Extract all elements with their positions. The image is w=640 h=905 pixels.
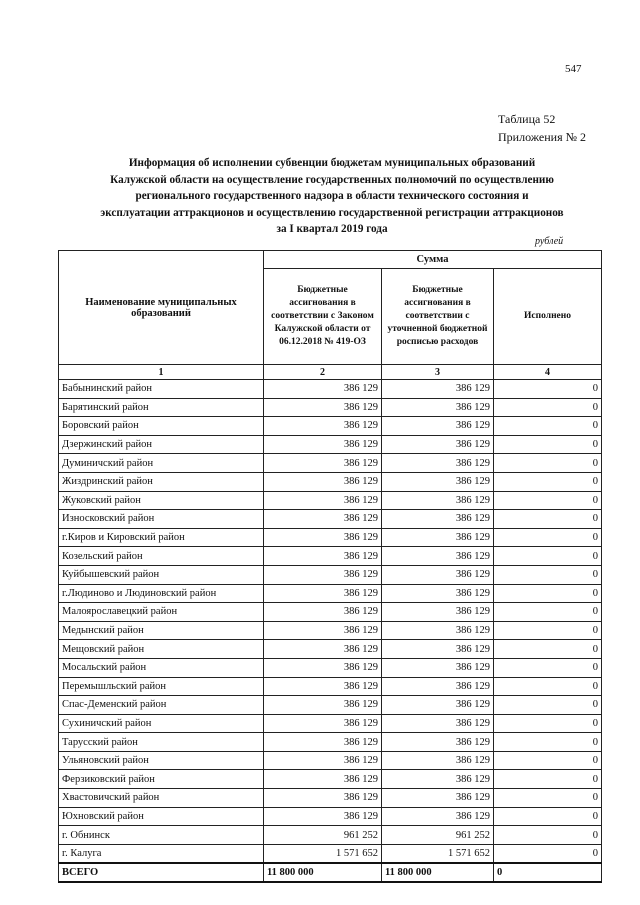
municipality-name: г.Киров и Кировский район xyxy=(59,528,264,547)
table-row xyxy=(59,696,602,715)
planned-allocation-cell: 386 129 xyxy=(382,547,494,566)
table-row xyxy=(59,714,602,733)
planned-allocation-cell: 386 129 xyxy=(382,789,494,808)
municipality-name: Мосальский район xyxy=(59,658,264,677)
executed-cell: 0 xyxy=(494,528,602,547)
total-executed: 0 xyxy=(494,863,602,882)
law-allocation-cell: 386 129 xyxy=(264,751,382,770)
law-allocation-cell: 386 129 xyxy=(264,584,382,603)
law-allocation-cell: 386 129 xyxy=(264,417,382,436)
total-label: ВСЕГО xyxy=(59,863,264,882)
executed-cell: 0 xyxy=(494,677,602,696)
municipality-name: Куйбышевский район xyxy=(59,565,264,584)
table-row xyxy=(59,417,602,436)
header-col-number: 1 xyxy=(59,365,264,380)
planned-allocation-cell: 386 129 xyxy=(382,380,494,399)
executed-cell: 0 xyxy=(494,770,602,789)
table-row xyxy=(59,658,602,677)
planned-allocation-cell: 386 129 xyxy=(382,658,494,677)
table-row xyxy=(59,491,602,510)
table-row xyxy=(59,733,602,752)
planned-allocation-cell: 961 252 xyxy=(382,826,494,845)
table-row xyxy=(59,435,602,454)
law-allocation-cell: 386 129 xyxy=(264,640,382,659)
page-number: 547 xyxy=(565,63,582,75)
table-row xyxy=(59,640,602,659)
executed-cell: 0 xyxy=(494,380,602,399)
title-line: Калужской области на осуществление государственных полномочий по осуществлению xyxy=(110,173,554,186)
planned-allocation-cell: 386 129 xyxy=(382,472,494,491)
planned-allocation-cell: 386 129 xyxy=(382,454,494,473)
table-row xyxy=(59,454,602,473)
executed-cell: 0 xyxy=(494,417,602,436)
executed-cell: 0 xyxy=(494,454,602,473)
executed-cell: 0 xyxy=(494,696,602,715)
municipality-name: Юхновский район xyxy=(59,807,264,826)
executed-cell: 0 xyxy=(494,584,602,603)
law-allocation-cell: 386 129 xyxy=(264,770,382,789)
planned-allocation-cell: 386 129 xyxy=(382,491,494,510)
header-col-number: 2 xyxy=(264,365,382,380)
law-allocation-cell: 386 129 xyxy=(264,565,382,584)
planned-allocation-cell: 386 129 xyxy=(382,510,494,529)
table-reference xyxy=(498,110,586,146)
law-allocation-cell: 386 129 xyxy=(264,491,382,510)
executed-cell: 0 xyxy=(494,491,602,510)
table-row xyxy=(59,603,602,622)
law-allocation-cell: 386 129 xyxy=(264,398,382,417)
table-row xyxy=(59,770,602,789)
planned-allocation-cell: 1 571 652 xyxy=(382,844,494,863)
municipality-name: Хвастовичский район xyxy=(59,789,264,808)
law-allocation-cell: 386 129 xyxy=(264,658,382,677)
table-row xyxy=(59,677,602,696)
municipality-name: Жиздринский район xyxy=(59,472,264,491)
executed-cell: 0 xyxy=(494,826,602,845)
executed-cell: 0 xyxy=(494,658,602,677)
law-allocation-cell: 386 129 xyxy=(264,454,382,473)
municipality-name: Думиничский район xyxy=(59,454,264,473)
table-body xyxy=(59,380,602,863)
planned-allocation-cell: 386 129 xyxy=(382,696,494,715)
planned-allocation-cell: 386 129 xyxy=(382,528,494,547)
planned-allocation-cell: 386 129 xyxy=(382,435,494,454)
municipality-name: Барятинский район xyxy=(59,398,264,417)
planned-allocation-cell: 386 129 xyxy=(382,677,494,696)
header-municipality: Наименование муниципальных образований xyxy=(59,251,264,365)
table-label: Таблица 52 xyxy=(498,112,556,126)
planned-allocation-cell: 386 129 xyxy=(382,807,494,826)
table-row xyxy=(59,380,602,399)
table-row xyxy=(59,621,602,640)
law-allocation-cell: 386 129 xyxy=(264,807,382,826)
municipality-name: Жуковский район xyxy=(59,491,264,510)
header-sum-group: Сумма xyxy=(264,251,602,269)
header-col-number: 3 xyxy=(382,365,494,380)
executed-cell: 0 xyxy=(494,435,602,454)
planned-allocation-cell: 386 129 xyxy=(382,714,494,733)
table-row xyxy=(59,510,602,529)
municipality-name: Износковский район xyxy=(59,510,264,529)
planned-allocation-cell: 386 129 xyxy=(382,398,494,417)
table-row xyxy=(59,789,602,808)
header-executed: Исполнено xyxy=(494,269,602,365)
title-line: эксплуатации аттракционов и осуществлению государственной регистрации аттракционов xyxy=(100,206,564,219)
law-allocation-cell: 386 129 xyxy=(264,510,382,529)
executed-cell: 0 xyxy=(494,398,602,417)
units-label: рублей xyxy=(535,236,564,247)
table-row xyxy=(59,565,602,584)
appendix-label: Приложения № 2 xyxy=(498,130,587,144)
executed-cell: 0 xyxy=(494,640,602,659)
executed-cell: 0 xyxy=(494,472,602,491)
law-allocation-cell: 386 129 xyxy=(264,603,382,622)
total-law: 11 800 000 xyxy=(264,863,382,882)
planned-allocation-cell: 386 129 xyxy=(382,621,494,640)
law-allocation-cell: 386 129 xyxy=(264,714,382,733)
subvention-table xyxy=(58,250,602,883)
header-col-number: 4 xyxy=(494,365,602,380)
planned-allocation-cell: 386 129 xyxy=(382,751,494,770)
municipality-name: Дзержинский район xyxy=(59,435,264,454)
executed-cell: 0 xyxy=(494,733,602,752)
total-plan: 11 800 000 xyxy=(382,863,494,882)
planned-allocation-cell: 386 129 xyxy=(382,603,494,622)
planned-allocation-cell: 386 129 xyxy=(382,565,494,584)
table-row xyxy=(59,584,602,603)
executed-cell: 0 xyxy=(494,714,602,733)
executed-cell: 0 xyxy=(494,789,602,808)
planned-allocation-cell: 386 129 xyxy=(382,584,494,603)
planned-allocation-cell: 386 129 xyxy=(382,640,494,659)
header-planned-allocation: Бюджетные ассигнования в соответствии с уточненной бюджетной росписью расходов xyxy=(382,269,494,365)
municipality-name: г. Обнинск xyxy=(59,826,264,845)
law-allocation-cell: 386 129 xyxy=(264,696,382,715)
municipality-name: Ульяновский район xyxy=(59,751,264,770)
law-allocation-cell: 386 129 xyxy=(264,435,382,454)
header-law-allocation: Бюджетные ассигнования в соответствии с Законом Калужской области от 06.12.2018 № 419-ОЗ xyxy=(264,269,382,365)
municipality-name: Бабынинский район xyxy=(59,380,264,399)
municipality-name: Малоярославецкий район xyxy=(59,603,264,622)
municipality-name: Тарусский район xyxy=(59,733,264,752)
title-line: регионального государственного надзора в области технического состояния и xyxy=(135,190,529,202)
municipality-name: Козельский район xyxy=(59,547,264,566)
planned-allocation-cell: 386 129 xyxy=(382,733,494,752)
law-allocation-cell: 386 129 xyxy=(264,789,382,808)
municipality-name: Ферзиковский район xyxy=(59,770,264,789)
table-row xyxy=(59,528,602,547)
municipality-name: Боровский район xyxy=(59,417,264,436)
executed-cell: 0 xyxy=(494,603,602,622)
table-row xyxy=(59,398,602,417)
planned-allocation-cell: 386 129 xyxy=(382,770,494,789)
table-row xyxy=(59,844,602,863)
executed-cell: 0 xyxy=(494,510,602,529)
table-row xyxy=(59,547,602,566)
municipality-name: Мещовский район xyxy=(59,640,264,659)
municipality-name: г. Калуга xyxy=(59,844,264,863)
law-allocation-cell: 386 129 xyxy=(264,380,382,399)
title-line: Информация об исполнении субвенции бюджетам муниципальных образований xyxy=(128,157,536,169)
executed-cell: 0 xyxy=(494,751,602,770)
municipality-name: Спас-Деменский район xyxy=(59,696,264,715)
law-allocation-cell: 386 129 xyxy=(264,621,382,640)
law-allocation-cell: 386 129 xyxy=(264,733,382,752)
law-allocation-cell: 386 129 xyxy=(264,472,382,491)
table-row xyxy=(59,472,602,491)
law-allocation-cell: 1 571 652 xyxy=(264,844,382,863)
law-allocation-cell: 386 129 xyxy=(264,528,382,547)
municipality-name: Медынский район xyxy=(59,621,264,640)
municipality-name: г.Людиново и Людиновский район xyxy=(59,584,264,603)
law-allocation-cell: 961 252 xyxy=(264,826,382,845)
table-row xyxy=(59,807,602,826)
municipality-name: Перемышльский район xyxy=(59,677,264,696)
total-row xyxy=(59,863,602,882)
title-line: за I квартал 2019 года xyxy=(276,223,388,235)
planned-allocation-cell: 386 129 xyxy=(382,417,494,436)
municipality-name: Сухиничский район xyxy=(59,714,264,733)
executed-cell: 0 xyxy=(494,807,602,826)
executed-cell: 0 xyxy=(494,844,602,863)
law-allocation-cell: 386 129 xyxy=(264,547,382,566)
document-title xyxy=(58,155,606,238)
executed-cell: 0 xyxy=(494,621,602,640)
table-row xyxy=(59,826,602,845)
law-allocation-cell: 386 129 xyxy=(264,677,382,696)
executed-cell: 0 xyxy=(494,547,602,566)
executed-cell: 0 xyxy=(494,565,602,584)
table-row xyxy=(59,751,602,770)
